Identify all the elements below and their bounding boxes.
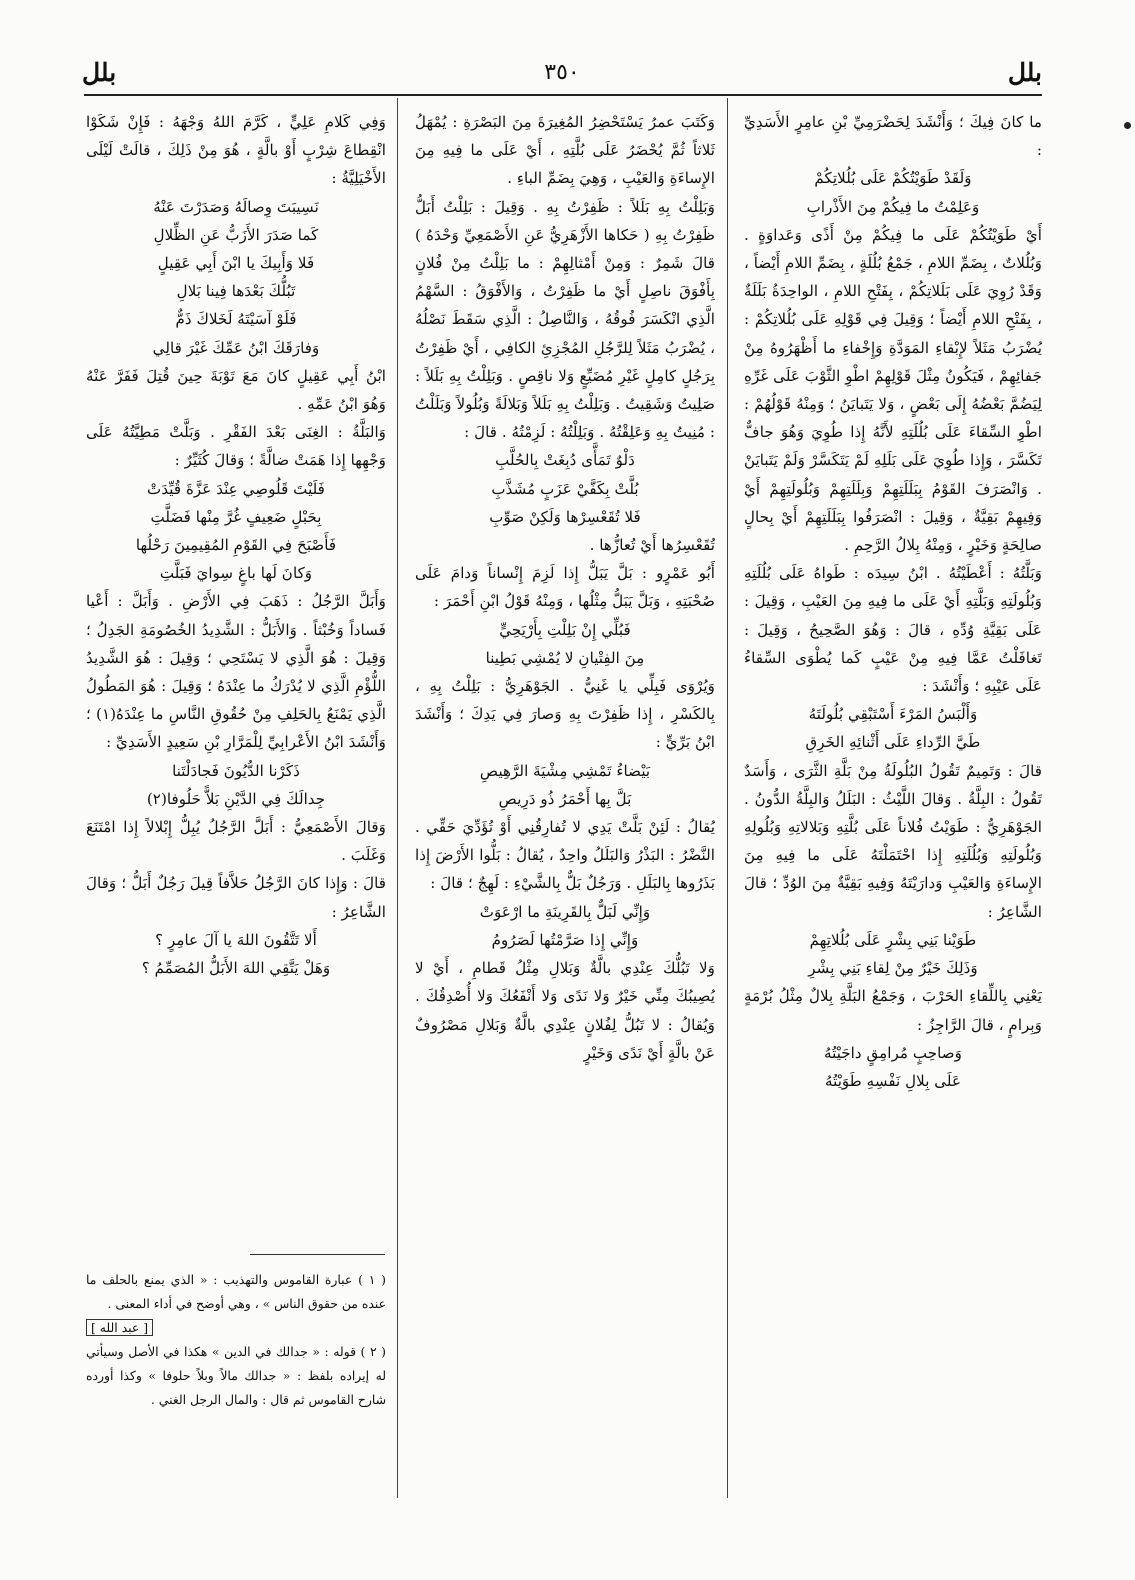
page-number: ٣٥٠ [544, 60, 580, 85]
verse-line: مِنَ الفِتْيانِ لا يُمْشِي بَطِينا [485, 648, 645, 667]
verse-line: كَما صَدَرَ الأَزَبُّ عَنِ الظِّلالِ [153, 225, 319, 244]
footnotes [86, 1268, 386, 1412]
margin-dot [1124, 122, 1131, 129]
header-left-word: بلل [82, 58, 117, 87]
verse-line: وَهَلْ يَتَّقِي اللهَ الأَبَلُّ المُصَمِّمُ ؟ [141, 959, 331, 978]
column-divider [727, 98, 728, 1498]
column-divider [397, 98, 398, 1498]
paragraph: وَفِي كَلامِ عَلِيٍّ ، كَرَّمَ اللهُ وَجْهَهُ : فَإِنْ شَكَوْا انْقِطاعَ شِرْبٍ أَوْ بالَّةٍ ، هُوَ مِنْ ذَلِكَ ، قالَتْ لَيْلَى الأَخْيَلِيَّةُ : [86, 113, 386, 188]
footnote-signer-label: [ عبد الله ] [86, 1319, 153, 1336]
paragraph: وَبَلِلْتُ بِهِ بَلَلاً : ظَفِرْتُ بِهِ . وَقِيلَ : بَلِلْتُ أَبَلُّ ظَفِرْتُ بِهِ ( حَكاها الأَزْهَرِيُّ عَنِ الأَصْمَعِيِّ وَحْدَهُ ) قالَ شَمِرٌ : وَمِنْ أَمْثالِهِمْ : ما بَلِلْتُ مِنْ فُلانٍ بِأَفْوَقَ ناصِلٍ أَيْ ما ظَفِرْتُ ، وَالأَفْوَقُ : السَّهْمُ الَّذِي انْكَسَرَ فُوقُهُ ، وَالنَّاصِلُ : الَّذِي سَقَطَ نَصْلُهُ ، يُضْرَبُ مَثَلاً لِلرَّجُلِ المُجْزِئِ الكافِي ، أَيْ ظَفِرْتُ بِرَجُلٍ كامِلٍ غَيْرِ مُضَيِّعٍ وَلا ناقِصٍ . وَبَلِلْتُ بِهِ بَلَلاً : صَلِيتُ وَشَقِيتُ . وَبَلِلْتُ بِهِ بَلَلاً وَبَلالَةً وَبُلُولاً وَبَلَلْتُ : مُنِيتُ بِهِ وَعَلِقْتُهُ . وَبَلِلْتُهُ : لَزِمْتُهُ . قالَ : [415, 197, 715, 442]
verse-line: جِدالَكَ فِي الدَّيْنِ بَلاًّ حَلُوفا(٢) [146, 789, 326, 808]
paragraph: وَلا تَبُلُّكَ عِنْدِي بالَّةٌ وَبَلالِ مِثْلُ قَطامِ ، أَيْ لا يُصِيبُكَ مِنِّي خَيْرٌ وَلا نَدًى وَلا أَنْفَعُكَ وَلا أُصْدِقُكَ . وَيُقالُ : لا تَبُلُّ لِفُلانٍ عِنْدِي بالَّةٌ وَبَلالِ مَصْرُوفٌ عَنْ بالَّةٍ أَيْ نَدًى وَخَيْرٍ [415, 959, 715, 1062]
verse-line: فَلَيْتَ قَلُوصِي عِنْدَ عَزَّةَ قُيِّدَتْ [147, 479, 325, 498]
verse-line: تَبُلُّكَ بَعْدَها فِينا بَلالِ [176, 282, 296, 301]
verse-line: فَبُلِّي إِنْ بَلِلْتِ بِأَرْيَحِيٍّ [499, 620, 631, 639]
footnote: ( ١ ) عبارة القاموس والتهذيب : « الذي يمنع بالحلف ما عنده من حقوق الناس » ، وهي أوضح في أداء المعنى . [86, 1272, 386, 1311]
page-header [82, 52, 1042, 92]
footnote-rule [250, 1254, 385, 1255]
verse-line: وَذَلِكَ خَيْرٌ مِنْ لِقاءِ بَنِي بِشْرِ [808, 959, 978, 978]
paragraph: تُقَعْسِرُها أَيْ تُعازُّها . [589, 536, 715, 555]
verse-line: وَلَقَدْ طَوَيْتُكُمْ عَلَى بُلُلاتِكُمْ [814, 169, 972, 188]
paragraph: ما كانَ فِيكَ ؛ وَأَنْشَدَ لِحَضْرَمِيِّ بْنِ عامِرٍ الأَسَدِيِّ : [744, 113, 1042, 160]
verse-line: فَلا وَأَبِيكَ يا ابْنَ أَبِي عَقِيلٍ [157, 254, 315, 273]
verse-line: أَلا تَتَّقُونَ اللهَ يا آلَ عامِرٍ ؟ [155, 930, 317, 949]
paragraph: وَبَلَّتُهُ : أَعْطَيْتُهُ . ابْنُ سِيدَه : طَواهُ عَلَى بُلُلَتِهِ وَبُلُولَتِهِ وَبَلَّتِهِ أَيْ عَلَى ما فِيهِ مِنَ العَيْبِ ، وَقِيلَ : عَلَى بَقِيَّةِ وُدِّهِ ، قالَ : وَهُوَ الصَّحِيحُ ، وَقِيلَ : تَغافَلْتُ عَمَّا فِيهِ مِنْ عَيْبٍ كَما يُطْوَى السِّقاءُ عَلَى عَيْبِهِ ؛ وَأَنْشَدَ : [744, 564, 1042, 696]
verse-line: وَعَلِمْتُ ما فِيكُمْ مِنَ الأَذْرابِ [806, 197, 980, 216]
verse-line: بُلَّتْ بِكَفَّيْ عَزَبٍ مُشَذَّبِ [491, 479, 639, 498]
verse-line: وَإِنِّي لَبَلٌّ بِالقَرِينَةِ ما ارْعَوَتْ [479, 902, 651, 921]
verse-line: وَإِنِّي إِذا صَرَّمْتُها لَصَرُومُ [491, 930, 639, 949]
column-right [744, 108, 1042, 1095]
paragraph: ابْنُ أَبِي عَقِيلٍ كانَ مَعَ تَوْبَةَ حِينَ قُتِلَ فَفَرَّ عَنْهُ وَهُوَ ابْنُ عَمِّهِ . [86, 366, 386, 414]
verse-line: فَلا تُقَعْسِرْها وَلَكِنْ صَوِّبِ [489, 507, 641, 526]
verse-line: وَأَلْبَسُ المَرْءَ أَسْتَبْقِي بُلُولَتَهُ [808, 705, 978, 724]
paragraph: قالَ : وَإِذا كانَ الرَّجُلُ حَلاَّفاً قِيلَ رَجُلٌ أَبَلُّ ؛ وَقالَ الشَّاعِرُ : [86, 874, 386, 921]
verse-line: طَيَّ الرِّداءِ عَلَى أَثْنائِهِ الخَرِقِ [805, 733, 981, 752]
verse-line: بِحَبْلٍ ضَعِيفٍ غُرَّ مِنْها فَضَلَّتِ [150, 507, 322, 526]
verse-line: عَلَى بِلالِ نَفْسِهِ طَوَيْتُهُ [824, 1071, 962, 1090]
verse-line: بَلَّ بِها أَحْمَرُ ذُو دَرِيصِ [498, 789, 632, 808]
paragraph: وَأَبَلَّ الرَّجُلُ : ذَهَبَ فِي الأَرْضِ . وَأَبَلَّ : أَعْيا فَساداً وَخُبْثاً . وَالأَبَلُّ : الشَّدِيدُ الخُصُومَةِ الجَدِلُ ؛ وَقِيلَ : هُوَ الَّذِي لا يَسْتَحِي ؛ وَقِيلَ : هُوَ الشَّدِيدُ اللُّؤْمِ الَّذِي لا يُدْرَكُ ما عِنْدَهُ ؛ وَقِيلَ : هُوَ المَطُولُ الَّذِي يَمْنَعُ بِالحَلِفِ مِنْ حُقُوقِ النَّاسِ ما عِنْدَهُ(١) ؛ وَأَنْشَدَ ابْنُ الأَعْرابِيِّ لِلْمَرَّارِ بْنِ سَعِيدٍ الأَسَدِيِّ : [86, 592, 386, 752]
verse-line: طَوَيْنا بَنِي بِشْرٍ عَلَى بُلُلاتِهِمْ [809, 930, 977, 949]
paragraph: أَبُو عَمْرٍو : بَلَّ يَبَلُّ إِذا لَزِمَ إِنْساناً وَدامَ عَلَى صُحْبَتِهِ ، وَبَلَّ يَبَلُّ مِثْلُها ، وَمِنْهُ قَوْلُ ابْنِ أَحْمَرَ : [415, 564, 715, 611]
verse-line: فَأَصْبَحَ فِي القَوْمِ المُقِيمِينَ رَحْلُها [135, 536, 337, 555]
paragraph: وَالبَلَّةُ : الغِنَى بَعْدَ الفَقْرِ . وَبَلَّتْ مَطِيَّتُهُ عَلَى وَجْهِها إِذا هَمَتْ ضالَّةً ؛ وَقالَ كُثَيِّرٌ : [86, 423, 386, 470]
verse-line: وَفارَقَكَ ابْنُ عَمِّكَ غَيْرَ قالِي [152, 338, 320, 357]
paragraph: وَكَتَبَ عمرُ يَسْتَحْضِرُ المُغِيرَةَ مِنَ البَصْرَةِ : يُمْهَلُ ثَلاثاً ثُمَّ يُحْضَرُ عَلَى بُلَّتِهِ ، أَيْ عَلَى ما فِيهِ مِنَ الإِساءَةِ وَالعَيْبِ ، وَهِيَ بِضَمِّ الباءِ . [415, 113, 715, 188]
footnote-signer [86, 1316, 386, 1340]
verse-line: بَيْضاءُ تَمْشِي مِشْيَةَ الرَّهِيصِ [479, 761, 651, 780]
paragraph: وَقالَ الأَصْمَعِيُّ : أَبَلَّ الرَّجُلُ يُبِلُّ إِبْلالاً إِذا امْتَنَعَ وَغَلَبَ . [86, 818, 386, 865]
verse-line: وَصاحِبٍ مُرامِقٍ داجَيْتُهُ [823, 1043, 963, 1062]
paragraph: أَيْ طَوَيْتُكُمْ عَلَى ما فِيكُمْ مِنْ أَذًى وَعَداوَةٍ . وَبُلُلاتٌ ، بِضَمِّ اللامِ ، جَمْعُ بُلُلَةٍ ، بِضَمِّ اللامِ أَيْضاً ، وَقَدْ رُوِيَ عَلَى بَلَلاتِكُمْ ، بِفَتْحِ اللامِ ، الواحِدَةُ بَلَلَةٌ ، بِفَتْحِ اللامِ أَيْضاً ؛ وَقِيلَ فِي قَوْلِهِ عَلَى بُلُلاتِكُمْ : يُضْرَبُ مَثَلاً لإِبْقاءِ المَوَدَّةِ وَإِخْفاءِ ما أَظْهَرُوهُ مِنْ جَفائِهِمْ ، فَيَكُونُ مِثْلَ قَوْلِهِمْ اطْوِ الثَّوْبَ عَلَى غَرِّهِ لِيَضُمَّ بَعْضُهُ إِلَى بَعْضٍ ، وَلا يَتَبايَنُ ؛ وَمِنْهُ قَوْلُهُمْ : اطْوِ السِّقاءَ عَلَى بُلُلَتِهِ لأَنَّهُ إِذا طُوِيَ وَهُوَ جافٌّ تَكَسَّرَ ، وَإِذا طُوِيَ عَلَى بَلَلِهِ لَمْ يَتَكَسَّرْ وَلَمْ يَتَبايَنْ . وَانْصَرَفَ القَوْمُ بِبَلَلَتِهِمْ وَبِلَلَتِهِمْ وَبُلُولَتِهِمْ أَيْ وَفِيهِمْ بَقِيَّةٌ ، وَقِيلَ : انْصَرَفُوا بِبَلَلَتِهِمْ أَيْ بِحالٍ صالِحَةٍ وَخَيْرٍ ، وَمِنْهُ بِلالُ الرَّحِمِ . [744, 225, 1042, 555]
paragraph: قالَ : وَتَمِيمٌ تَقُولُ البُلُولَةُ مِنْ بَلَّةِ الثَّرَى ، وَأَسَدٌ تَقُولُ : البِلَّةُ . وَقالَ اللَّيْثُ : البَلَلُ وَالبِلَّةُ الدُّونُ . الجَوْهَرِيُّ : طَوَيْتُ فُلاناً عَلَى بُلَّتِهِ وَبَلالاتِهِ وَبُلُولِهِ وَبُلُولَتِهِ وَبُلُلَتِهِ إِذا احْتَمَلْتَهُ عَلَى ما فِيهِ مِنَ الإِساءَةِ وَالعَيْبِ وَدارَيْتَهُ وَفِيهِ بَقِيَّةٌ مِنَ الوُدِّ ؛ قالَ الشَّاعِرُ : [744, 761, 1042, 921]
paragraph: يُقالُ : لَئِنْ بَلَّتْ يَدِي لا تُفارِقُنِي أَوْ تُؤَدِّيَ حَقِّي . النَّضْرُ : البَذْرُ وَالبَلَلُ واحِدٌ ، يُقالُ : بَلُّوا الأَرْضَ إِذا بَذَرُوها بِالبَلَلِ . وَرَجُلٌ بَلٌّ بِالشَّيْءِ : لَهِجٌ ؛ قالَ : [415, 818, 715, 893]
verse-line: فَلَوْ آسَيْتَهُ لَخَلاكَ ذَمٌّ [175, 310, 297, 329]
verse-line: وَكانَ لَها باغٍ سِوايَ فَبَلَّتِ [159, 564, 313, 583]
paragraph: يَعْنِي بِاللِّقاءِ الحَرْبَ ، وَجَمْعُ البَلَّةِ بِلالٌ مِثْلُ بُرْمَةٍ وَبِرامٍ ، قالَ الرَّاجِزُ : [744, 987, 1042, 1034]
verse-line: دَلْوٌ تَمَأَّى دُبِغَتْ بِالحُلَّبِ [495, 451, 635, 470]
verse-line: ذَكَرْنا الدُّيُونَ فَجادَلْتَنا [172, 761, 300, 780]
paragraph: وَيُرْوَى فَبِلِّي يا غَنِيُّ . الجَوْهَرِيُّ : بَلِلْتُ بِهِ ، بِالكَسْرِ ، إِذا ظَفِرْتَ بِهِ وَصارَ فِي يَدِكَ ؛ وَأَنْشَدَ ابْنُ بَرِّيٍّ : [415, 677, 715, 752]
footnote: ( ٢ ) قوله : « جدالك في الدين » هكذا في الأصل وسيأتي له إيراده بلفظ : « جدالك مالاً وبلاً حلوفا » وكذا أورده شارح القاموس ثم قال : والمال الرجل الغني . [86, 1344, 387, 1407]
header-right-word: بلل [1007, 58, 1042, 87]
verse-line: نَسِيبَتَ وِصالَهُ وَصَدَرْتَ عَنْهُ [153, 197, 319, 216]
header-rule [84, 94, 1042, 96]
column-left [86, 108, 386, 982]
column-middle [415, 108, 715, 1067]
